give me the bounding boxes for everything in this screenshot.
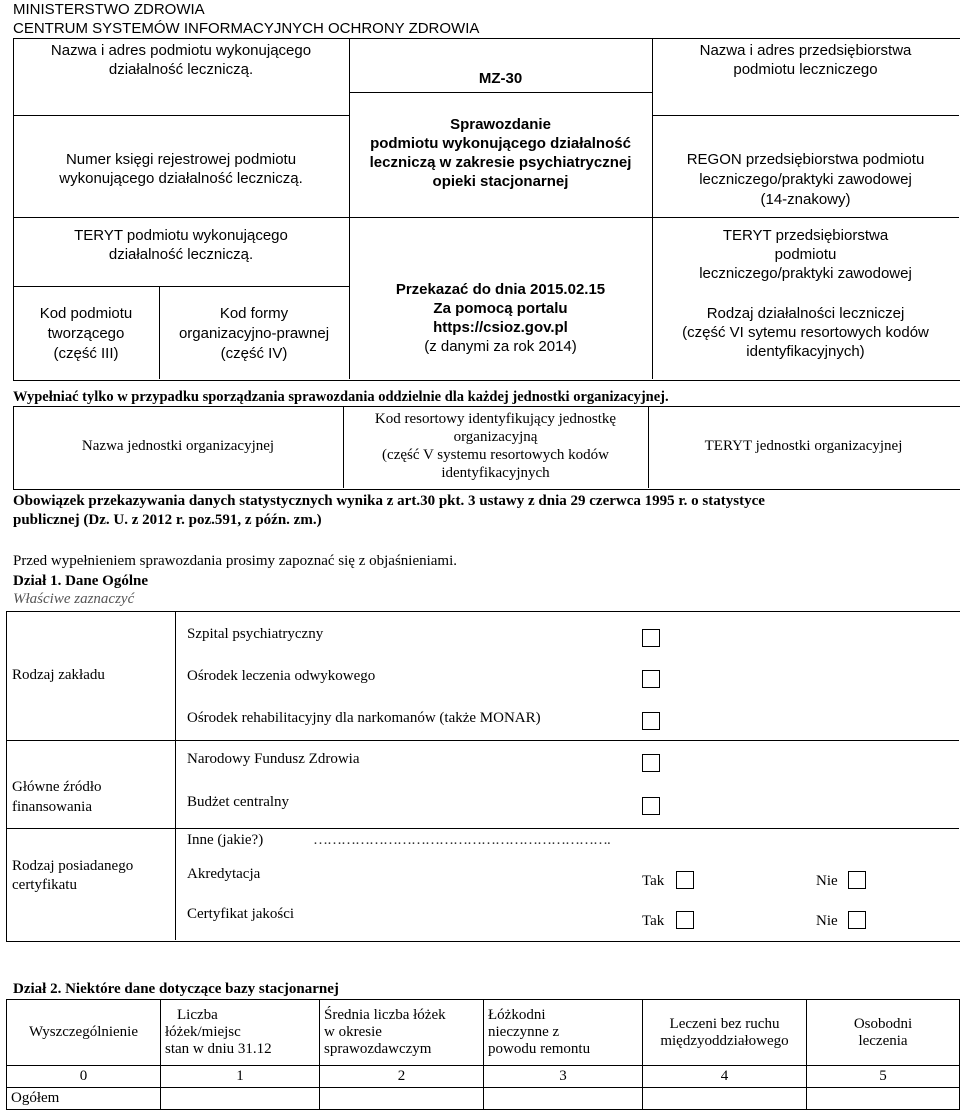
founding-code-line2: tworzącego <box>47 325 125 342</box>
divider-center-row2 <box>349 217 652 218</box>
option-nfz: Narodowy Fundusz Zdrowia <box>187 751 360 767</box>
divider-center-row <box>349 92 652 93</box>
header-beds <box>161 1000 320 1066</box>
legal-basis <box>13 492 959 530</box>
registry-cell <box>13 150 349 188</box>
checkbox-quality-cert-yes[interactable] <box>676 911 694 929</box>
legal-line2: publicznej (Dz. U. z 2012 r. poz.591, z późn. zm.) <box>13 512 322 528</box>
section2-title: Dział 2. Niektóre dane dotyczące bazy stacjonarnej <box>13 981 339 997</box>
col-number-4: 4 <box>643 1066 807 1088</box>
col-number-2: 2 <box>320 1066 484 1088</box>
portal-link[interactable]: https://csioz.gov.pl <box>433 319 568 336</box>
activity-line3: identyfikacyjnych) <box>746 343 865 360</box>
report-title-line3: leczniczą w zakresie psychiatrycznej <box>369 154 632 171</box>
enterprise-name-line2: podmiotu leczniczego <box>733 61 878 78</box>
facility-type-label: Rodzaj zakładu <box>12 667 105 683</box>
report-title <box>349 115 652 191</box>
report-title-line1: Sprawozdanie <box>450 116 551 133</box>
report-title-line4: opieki stacjonarnej <box>432 173 569 190</box>
teryt-enterprise-line2: podmiotu <box>774 246 837 263</box>
divider-left-row3 <box>13 286 349 287</box>
header-repair-line1: Łóżkodni <box>488 1007 546 1023</box>
header-repair-line3: powodu remontu <box>488 1041 591 1057</box>
header-beds-line3: stan w dniu 31.12 <box>165 1041 272 1057</box>
deadline-note: (z danymi za rok 2014) <box>424 338 577 355</box>
col-number-0: 0 <box>7 1066 161 1088</box>
section1-frame <box>6 611 960 942</box>
quality-cert-no-label: Nie <box>816 913 838 929</box>
unit-code-line2: organizacyjną <box>453 429 538 445</box>
regon-line2: leczniczego/praktyki zawodowej <box>699 171 912 188</box>
checkbox-central-budget[interactable] <box>642 797 660 815</box>
entity-name-cell <box>13 41 349 79</box>
accreditation-no-label: Nie <box>816 873 838 889</box>
teryt-enterprise-line1: TERYT przedsiębiorstwa <box>722 227 889 244</box>
header-repair-line2: nieczynne z <box>488 1024 560 1040</box>
divider-row2-left <box>13 217 349 218</box>
option-central-budget: Budżet centralny <box>187 794 290 810</box>
col-number-5: 5 <box>807 1066 960 1088</box>
section1-divider-h2 <box>6 828 959 829</box>
header <box>13 0 479 38</box>
checkbox-nfz[interactable] <box>642 754 660 772</box>
section1-divider-v <box>175 611 176 940</box>
divider-row2-right <box>652 217 959 218</box>
header-specification <box>7 1000 161 1066</box>
activity-type-cell <box>652 304 959 361</box>
header-treated-line1: Leczeni bez ruchu <box>669 1015 780 1032</box>
accreditation-yes-label: Tak <box>642 873 665 889</box>
registry-line1: Numer księgi rejestrowej podmiotu <box>65 151 297 168</box>
section1-divider-h1 <box>6 740 959 741</box>
unit-notice: Wypełniać tylko w przypadku sporządzania sprawozdania oddzielnie dla każdej jednostki organizacyjnej. <box>13 389 669 405</box>
funding-source-label <box>12 777 102 817</box>
header-avg-beds-line3: sprawozdawczym <box>324 1041 432 1057</box>
funding-label-line2: finansowania <box>12 799 92 815</box>
deadline-date: Przekazać do dnia 2015.02.15 <box>395 281 606 298</box>
header-beds-line1: Liczba <box>177 1007 218 1023</box>
certificate-label-line2: certyfikatu <box>12 877 77 893</box>
legal-form-line3: (część IV) <box>220 345 288 362</box>
regon-line3: (14-znakowy) <box>760 191 851 208</box>
enterprise-name-line1: Nazwa i adres przedsiębiorstwa <box>699 42 912 59</box>
checkbox-quality-cert-no[interactable] <box>848 911 866 929</box>
section1-subtitle: Właściwe zaznaczyć <box>13 591 135 607</box>
section2-table <box>6 999 960 1110</box>
col-number-1: 1 <box>161 1066 320 1088</box>
center-name: CENTRUM SYSTEMÓW INFORMACYJNYCH OCHRONY ZDROWIA <box>13 20 480 37</box>
checkbox-addiction-center[interactable] <box>642 670 660 688</box>
total-row <box>7 1088 960 1110</box>
header-bed-days-repair <box>484 1000 643 1066</box>
deadline-cell <box>349 280 652 356</box>
total-treated-input[interactable] <box>643 1088 807 1110</box>
enterprise-name-cell <box>652 41 959 79</box>
header-avg-beds-line2: w okresie <box>324 1024 382 1040</box>
checkbox-accreditation-no[interactable] <box>848 871 866 889</box>
legal-form-line2: organizacyjno-prawnej <box>178 325 330 342</box>
instruction: Przed wypełnieniem sprawozdania prosimy zapoznać się z objaśnieniami. <box>13 553 458 569</box>
unit-code-line4: identyfikacyjnych <box>441 465 550 481</box>
unit-teryt-label: TERYT jednostki organizacyjnej <box>704 438 903 454</box>
teryt-enterprise-cell <box>652 226 959 283</box>
unit-code-line1: Kod resortowy identyfikujący jednostkę <box>374 411 617 427</box>
unit-name-label: Nazwa jednostki organizacyjnej <box>81 438 275 454</box>
total-beds-input[interactable] <box>161 1088 320 1110</box>
header-avg-beds-line1: Średnia liczba łóżek <box>324 1007 446 1023</box>
entity-name-line1: Nazwa i adres podmiotu wykonującego <box>50 42 312 59</box>
column-number-row <box>7 1066 960 1088</box>
unit-code-label <box>343 410 648 482</box>
header-person-days-line2: leczenia <box>858 1032 908 1049</box>
teryt-entity-line1: TERYT podmiotu wykonującego <box>74 227 288 244</box>
total-row-label: Ogółem <box>7 1088 161 1110</box>
entity-name-line2: działalność leczniczą. <box>108 61 254 78</box>
header-beds-line2: łóżek/miejsc <box>165 1024 241 1040</box>
total-person-days-input[interactable] <box>807 1088 960 1110</box>
option-quality-certificate: Certyfikat jakości <box>187 906 295 922</box>
checkbox-psychiatric-hospital[interactable] <box>642 629 660 647</box>
header-avg-beds <box>320 1000 484 1066</box>
option-accreditation: Akredytacja <box>187 866 261 882</box>
legal-line1: Obowiązek przekazywania danych statystycznych wynika z art.30 pkt. 3 ustawy z dnia 29 czerwca 1995 r. o statystyce <box>13 493 765 509</box>
header-person-days <box>807 1000 960 1066</box>
header-specification-text: Wyszczególnienie <box>28 1024 139 1040</box>
form-code: MZ-30 <box>478 70 523 87</box>
total-avg-beds-input[interactable] <box>320 1088 484 1110</box>
activity-line1: Rodzaj działalności leczniczej <box>706 305 905 322</box>
deadline-portal-label: Za pomocą portalu <box>433 300 568 317</box>
section1-title: Dział 1. Dane Ogólne <box>13 573 148 589</box>
option-drug-rehab-center: Ośrodek rehabilitacyjny dla narkomanów (także MONAR) <box>187 710 541 726</box>
header-treated-no-transfer <box>643 1000 807 1066</box>
option-addiction-center: Ośrodek leczenia odwykowego <box>187 668 376 684</box>
header-treated-line2: międzyoddziałowego <box>660 1032 789 1049</box>
teryt-entity-line2: działalność leczniczą. <box>108 246 254 263</box>
regon-line1: REGON przedsiębiorstwa podmiotu <box>686 151 925 168</box>
legal-form-line1: Kod formy <box>219 305 289 322</box>
header-row <box>7 1000 960 1066</box>
founding-entity-code-cell <box>13 304 159 364</box>
founding-code-line1: Kod podmiotu <box>39 305 133 322</box>
total-repair-days-input[interactable] <box>484 1088 643 1110</box>
certificate-label-line1: Rodzaj posiadanego <box>12 858 134 874</box>
activity-line2: (część VI sytemu resortowych kodów <box>682 324 929 341</box>
ministry-name: MINISTERSTWO ZDROWIA <box>13 1 205 18</box>
option-psychiatric-hospital: Szpital psychiatryczny <box>187 626 324 642</box>
funding-label-line1: Główne źródło <box>12 779 102 795</box>
divider-row1-left <box>13 115 349 116</box>
divider-row1-right <box>652 115 959 116</box>
founding-code-line3: (część III) <box>53 345 119 362</box>
teryt-entity-cell <box>13 226 349 264</box>
checkbox-accreditation-yes[interactable] <box>676 871 694 889</box>
checkbox-drug-rehab-center[interactable] <box>642 712 660 730</box>
col-number-3: 3 <box>484 1066 643 1088</box>
report-title-line2: podmiotu wykonującego działalność <box>370 135 631 152</box>
legal-form-code-cell <box>159 304 349 364</box>
unit-code-line3: (część V systemu resortowych kodów <box>382 447 609 463</box>
quality-cert-yes-label: Tak <box>642 913 665 929</box>
other-fill-field[interactable]: ………………………………………………………. <box>313 832 610 848</box>
regon-cell <box>652 150 959 210</box>
teryt-enterprise-line3: leczniczego/praktyki zawodowej <box>699 265 912 282</box>
header-person-days-line1: Osobodni <box>853 1015 913 1032</box>
registry-line2: wykonującego działalność leczniczą. <box>59 170 303 187</box>
option-other: Inne (jakie?) <box>187 832 264 848</box>
certificate-type-label <box>12 857 133 895</box>
